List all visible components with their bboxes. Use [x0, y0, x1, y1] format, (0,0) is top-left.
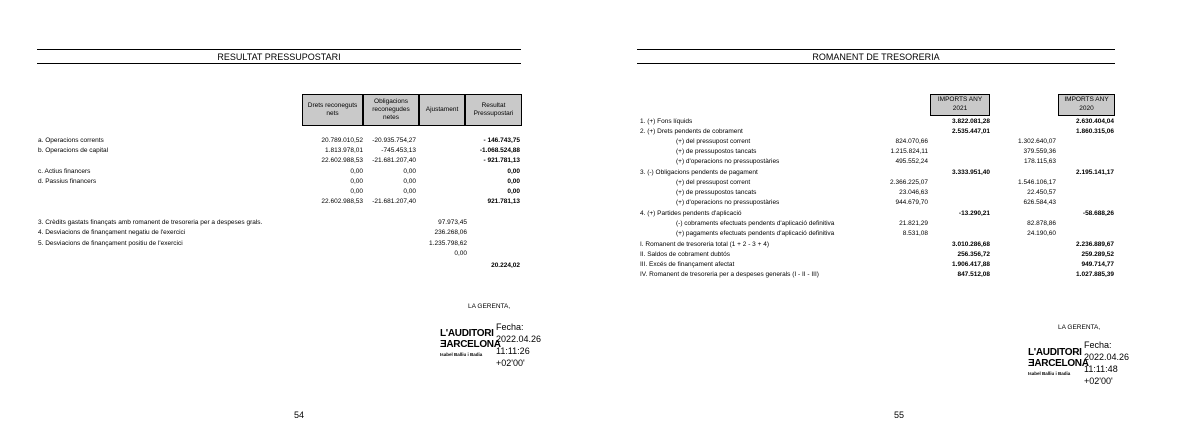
right-header-2021-line1: IMPORTS ANY — [937, 96, 983, 103]
left-title-rule-top — [37, 49, 521, 50]
row-label: 3. (-) Obligacions pendents de pagament — [640, 169, 758, 176]
row-total-2020: 1.860.315,06 — [1076, 128, 1114, 135]
adjust-label: 3. Crèdits gastats finançats amb romanent de tresoreria per a despeses grals. — [38, 219, 263, 226]
row-drets: 0,00 — [350, 168, 363, 175]
row-subtotal-2020: 24.190,60 — [1027, 230, 1056, 237]
row-resultat: 921.781,13 — [487, 198, 520, 205]
adjust-value: 1.235.798,62 — [429, 240, 467, 247]
left-fecha-tz: +02'00' — [496, 358, 525, 368]
row-label: IV. Romanent de tresoreria per a despeses generals (I - II - III) — [640, 271, 819, 278]
row-label: (+) de pressupostos tancats — [676, 148, 757, 155]
right-fecha-label: Fecha: — [1084, 340, 1112, 350]
row-total-2020: 259.289,52 — [1081, 251, 1114, 258]
table-row — [0, 118, 1200, 126]
row-drets: 20.789.010,52 — [321, 137, 363, 144]
right-header-2020 — [1058, 94, 1115, 116]
row-label: b. Operacions de capital — [38, 147, 109, 154]
right-header-2020-line1: IMPORTS ANY — [1064, 96, 1109, 103]
row-label: I. Romanent de tresoreria total (1 + 2 - 3 + 4) — [640, 241, 769, 248]
row-subtotal-2021: 23.046,63 — [899, 189, 928, 196]
left-fecha-label: Fecha: — [496, 322, 524, 332]
row-obligacions: -21.681.207,40 — [372, 198, 416, 205]
adjust-value: 0,00 — [454, 250, 467, 257]
right-logo-line1: L'AUDITORI — [1028, 347, 1082, 358]
row-total-2021: 3.010.286,68 — [952, 241, 990, 248]
table-row — [0, 271, 1200, 279]
table-row — [0, 251, 1200, 259]
row-subtotal-2021: 2.366.225,07 — [890, 179, 928, 186]
row-label: (+) del pressupost corrent — [676, 179, 751, 186]
adjust-value: 97.973,45 — [438, 219, 467, 226]
row-subtotal-2020: 22.450,57 — [1027, 189, 1056, 196]
row-total-2021: -13.290,21 — [958, 210, 990, 217]
left-fecha-time: 11:11:26 — [496, 346, 530, 356]
row-subtotal-2020: 82.878,86 — [1027, 220, 1056, 227]
table-row — [0, 199, 1200, 207]
table-row — [0, 220, 1200, 228]
row-label: 4. (+) Partides pendents d'aplicació — [640, 210, 742, 217]
row-total-2021: 1.906.417,88 — [952, 261, 990, 268]
row-label: (+) d'operacions no pressupostàries — [676, 199, 780, 206]
row-label: (+) de pressupostos tancats — [676, 189, 757, 196]
row-total-2021: 3.333.951,40 — [952, 169, 990, 176]
adjust-label: 4. Desviacions de finançament negatiu de l'exercici — [38, 229, 186, 236]
row-obligacions: -21.681.207,40 — [372, 157, 416, 164]
row-subtotal-2020: 1.546.106,17 — [1018, 179, 1056, 186]
left-header-obligacions: Obligacions reconegudes netes — [363, 94, 419, 126]
left-gerenta-label: LA GERENTA, — [468, 303, 511, 310]
row-drets: 0,00 — [350, 188, 363, 195]
adjust-value: 236.268,06 — [434, 229, 467, 236]
table-row — [0, 189, 1200, 197]
right-logo-name: Isabel Balliu i Badia — [1028, 371, 1071, 376]
row-resultat: - 921.781,13 — [483, 157, 520, 164]
row-obligacions: -745.453,13 — [381, 147, 416, 154]
left-logo-line1: L'AUDITORI — [440, 328, 494, 339]
right-fecha-tz: +02'00' — [1084, 376, 1113, 386]
left-header-resultat: Resultat Pressupostari — [465, 94, 522, 126]
table-row — [0, 179, 1200, 187]
row-label: (+) pagaments efectuats pendents d'aplicació definitiva — [676, 230, 835, 237]
left-page-title: RESULTAT PRESSUPOSTARI — [217, 52, 341, 62]
table-row — [0, 158, 1200, 166]
row-total-2020: 2.630.404,04 — [1076, 118, 1114, 125]
row-resultat: 0,00 — [507, 188, 520, 195]
row-subtotal-2020: 1.302.640,07 — [1018, 138, 1056, 145]
row-subtotal-2021: 21.821,29 — [899, 220, 928, 227]
row-total-2020: 2.195.141,17 — [1076, 169, 1114, 176]
row-label: d. Passius financers — [38, 178, 97, 185]
row-resultat: - 146.743,75 — [483, 137, 520, 144]
row-total-2020: 1.027.885,39 — [1076, 271, 1114, 278]
row-total-2020: -58.688,26 — [1082, 210, 1114, 217]
right-fecha-time: 11:11:48 — [1084, 364, 1118, 374]
row-total-2020: 949.714,77 — [1081, 261, 1114, 268]
row-subtotal-2020: 379.559,36 — [1023, 148, 1056, 155]
right-header-2020-line2: 2020 — [1079, 104, 1094, 112]
row-label: (+) del pressupost corrent — [676, 138, 751, 145]
table-row — [0, 230, 1200, 238]
row-label: c. Actius financers — [38, 168, 91, 175]
row-obligacions: -20.935.754,27 — [372, 137, 416, 144]
row-subtotal-2020: 626.584,43 — [1023, 199, 1056, 206]
right-page-title: ROMANENT DE TRESORERIA — [812, 52, 940, 62]
row-label: 2. (+) Drets pendents de cobrament — [640, 128, 743, 135]
row-subtotal-2021: 495.552,24 — [895, 158, 928, 165]
table-row — [0, 128, 1200, 136]
left-page-number: 54 — [294, 410, 305, 420]
right-page-number: 55 — [894, 410, 905, 420]
row-obligacions: 0,00 — [403, 188, 416, 195]
left-final-value: 20.224,02 — [491, 262, 520, 269]
row-subtotal-2021: 8.531,08 — [902, 230, 928, 237]
table-row — [0, 148, 1200, 156]
row-label: II. Saldos de cobrament dubtós — [640, 251, 730, 258]
row-total-2021: 847.512,08 — [957, 271, 990, 278]
row-drets: 22.602.988,53 — [321, 198, 363, 205]
left-header-drets: Drets reconeguts nets — [302, 94, 363, 126]
row-total-2021: 256.356,72 — [957, 251, 990, 258]
right-header-2021 — [930, 94, 990, 116]
right-title-rule-top — [637, 49, 1115, 50]
row-drets: 0,00 — [350, 178, 363, 185]
row-label: (+) d'operacions no pressupostàries — [676, 158, 780, 165]
row-total-2021: 2.535.447,01 — [952, 128, 990, 135]
table-row — [0, 169, 1200, 177]
row-label: 1. (+) Fons líquids — [640, 118, 693, 125]
row-drets: 22.602.988,53 — [321, 157, 363, 164]
row-label: III. Excés de finançament afectat — [640, 261, 735, 268]
row-subtotal-2021: 944.679,70 — [895, 199, 928, 206]
table-row — [0, 210, 1200, 218]
left-logo-name: Isabel Balliu i Badia — [440, 352, 483, 357]
row-resultat: 0,00 — [507, 168, 520, 175]
adjust-label: 5. Desviacions de finançament positiu de l'exercici — [38, 240, 183, 247]
row-subtotal-2020: 178.115,63 — [1023, 158, 1056, 165]
right-fecha-date: 2022.04.26 — [1084, 352, 1130, 362]
left-fecha-date: 2022.04.26 — [496, 334, 542, 344]
right-gerenta-label: LA GERENTA, — [1058, 324, 1101, 331]
table-row — [0, 138, 1200, 146]
table-row — [0, 241, 1200, 249]
row-resultat: -1.068.524,88 — [479, 147, 520, 154]
row-label: a. Operacions corrents — [38, 137, 104, 144]
row-subtotal-2021: 1.215.824,11 — [890, 148, 928, 155]
left-header-ajustament: Ajustament — [419, 94, 465, 126]
left-logo-line2: ƎARCELONA — [440, 339, 501, 350]
row-label: (-) cobraments efectuats pendents d'aplicació definitiva — [676, 220, 835, 227]
row-obligacions: 0,00 — [403, 178, 416, 185]
right-title-rule-bottom — [637, 63, 1115, 64]
right-header-2021-line2: 2021 — [952, 104, 968, 112]
left-title-rule-bottom — [37, 63, 521, 64]
row-total-2021: 3.822.081,28 — [952, 118, 990, 125]
row-drets: 1.813.978,01 — [325, 147, 363, 154]
right-logo-line2: ƎARCELONA — [1028, 358, 1089, 369]
row-obligacions: 0,00 — [403, 168, 416, 175]
table-row — [0, 261, 1200, 269]
row-resultat: 0,00 — [507, 178, 520, 185]
row-subtotal-2021: 824.070,66 — [895, 138, 928, 145]
row-total-2020: 2.236.889,67 — [1076, 241, 1114, 248]
